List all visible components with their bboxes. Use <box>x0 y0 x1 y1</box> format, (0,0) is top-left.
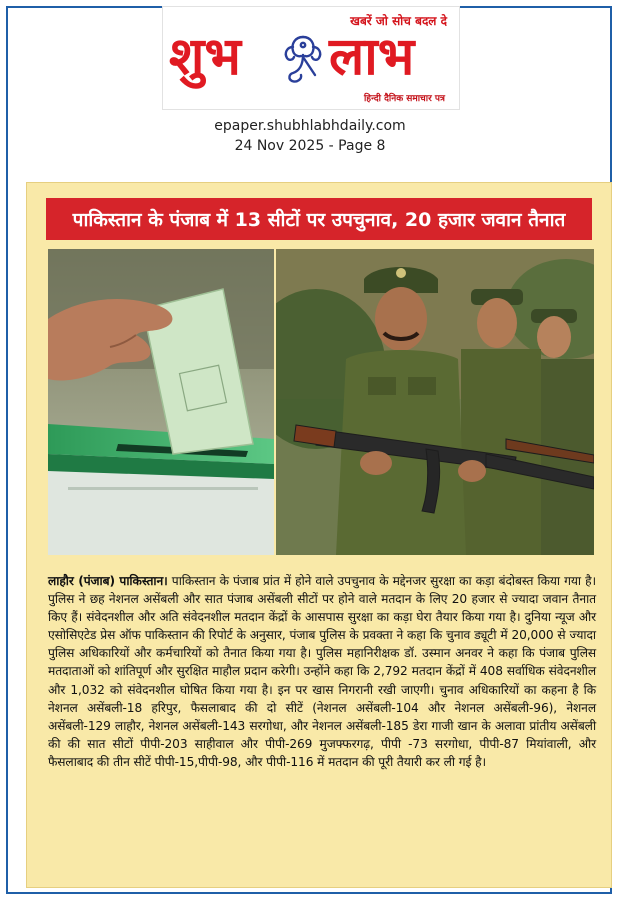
police-personnel-photo <box>276 249 594 555</box>
article-dateline: लाहौर (पंजाब) पाकिस्तान। <box>48 574 168 588</box>
ganesha-emblem-icon <box>281 33 325 87</box>
article-text: पाकिस्तान के पंजाब प्रांत में होने वाले उपचुनाव के मद्देनजर सुरक्षा का कड़ा बंदोबस्त किया गया है। पुलिस ने छह नेशनल असेंबली और सात पंजाब असेंबली सीटों पर होने वाले मतदान के लिए 20 हजार से ज्यादा जवान तैनात किए हैं। संवेदनशील और अति संवेदनशील मतदान केंद्रों के आसपास सुरक्षा का कड़ा घेरा तैयार किया गया है। दुनिया न्यूज और एसोसिएटेड प्रेस ऑफ पाकिस्तान की रिपोर्ट के अनुसार, पंजाब पुलिस के प्रवक्ता ने कहा कि चुनाव ड्यूटी में 20,000 से ज्यादा पुलिस अधिकारियों और कर्मचारियों को तैनात किया गया है। पुलिस महानिरीक्षक डॉ. उस्मान अनवर ने कहा कि पंजाब पुलिस मतदाताओं को शांतिपूर्ण और सुरक्षित माहौल प्रदान करेगी। उन्होंने कहा कि 2,792 मतदान केंद्रों में 408 सर्वाधिक संवेदनशील और 1,032 को संवेदनशील घोषित किया गया है। इन पर खास निगरानी रखी जाएगी। चुनाव अधिकारियों का कहना है कि नेशनल असेंबली-18 हरिपुर, फैसलाबाद की दो सीटें (नेशनल असेंबली-104 और नेशनल असेंबली-96), नेशनल असेंबली-129 लाहौर, नेशनल असेंबली-143 सरगोधा, और नेशनल असेंबली-185 डेरा गाजी खान के अलावा प्रांतीय असेंबली की की सात सीटों पीपी-203 साहीवाल और पीपी-269 मुजफ्फरगढ़, पीपी -73 सरगोधा, पीपी-87 मियांवाली, और फैसलाबाद की तीन सीटें पीपी-15,पीपी-98, और पीपी-116 में मतदान की पूरी तैयारी कर ली गई है। <box>48 574 596 769</box>
masthead-tagline: खबरें जो सोच बदल दे <box>350 14 447 28</box>
logo-word-shubh: शुभ <box>169 26 241 87</box>
article-headline: पाकिस्तान के पंजाब में 13 सीटों पर उपचुनाव, 20 हजार जवान तैनात <box>46 198 592 240</box>
article-body <box>48 572 596 771</box>
masthead-subtag: हिन्दी दैनिक समाचार पत्र <box>363 94 445 104</box>
logo-word-labh: लाभ <box>329 26 415 87</box>
ballot-box-illustration <box>48 249 274 555</box>
epaper-url[interactable]: epaper.shubhlabhdaily.com <box>214 118 406 134</box>
edition-date-page: 24 Nov 2025 - Page 8 <box>234 138 386 154</box>
police-illustration <box>276 249 594 555</box>
masthead <box>162 6 460 110</box>
ballot-box-photo <box>48 249 274 555</box>
